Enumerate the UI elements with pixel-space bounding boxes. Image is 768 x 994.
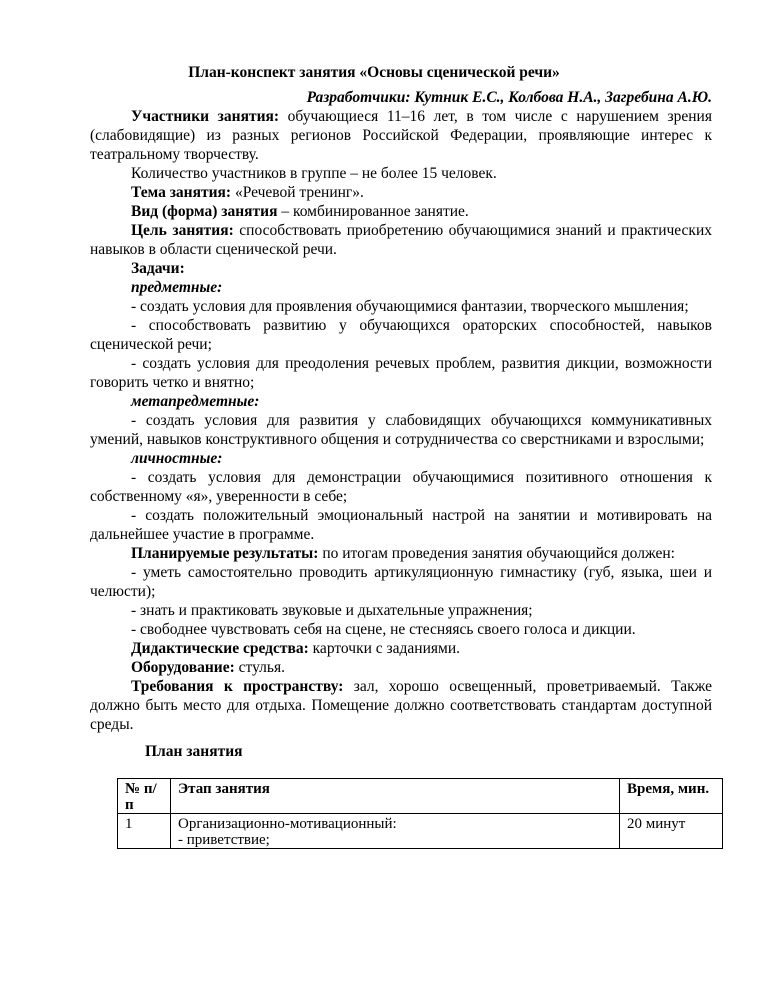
paragraph-space <box>90 677 712 734</box>
text-didactic: карточки с заданиями. <box>308 640 460 657</box>
paragraph-topic <box>90 183 712 202</box>
text-results: по итогам проведения занятия обучающийся должен: <box>318 545 675 562</box>
list-item-subject-2: - способствовать развитию у обучающихся ораторских способностей, навыков сценической речи; <box>90 317 712 353</box>
column-header-number: № п/п <box>118 779 171 814</box>
label-results: Планируемые результаты: <box>131 545 319 562</box>
list-item-personal-2: - создать положительный эмоциональный настрой на занятии и мотивировать на дальнейшее участие в программе. <box>90 507 712 543</box>
text-goal: способствовать приобретению обучающимися знаний и практических навыков в области сценической речи. <box>90 222 713 258</box>
list-item-meta-1: - создать условия для развития у слабовидящих обучающихся коммуникативных умений, навыков конструктивного общения и сотрудничества со сверстниками и взрослыми; <box>90 412 712 448</box>
paragraph-form <box>90 202 712 221</box>
list-item-subject-1: - создать условия для проявления обучающимися фантазии, творческого мышления; <box>131 298 689 315</box>
cell-time: 20 минут <box>620 814 723 849</box>
list-item-results-1: - уметь самостоятельно проводить артикуляционную гимнастику (губ, языка, шеи и челюсти); <box>90 564 712 600</box>
label-goal: Цель занятия: <box>131 222 234 239</box>
list-item-subject-3: - создать условия для преодоления речевых проблем, развития дикции, возможности говорить четко и внятно; <box>90 355 712 391</box>
heading-meta-tasks: метапредметные: <box>131 393 260 410</box>
heading-tasks: Задачи: <box>131 260 185 277</box>
label-form: Вид (форма) занятия <box>131 203 278 220</box>
column-header-time: Время, мин. <box>620 779 723 814</box>
text-participants: обучающиеся 11–16 лет, в том числе с нарушением зрения (слабовидящие) из разных регионов Российской Федерации, проявляющие интерес к театральному творчеству. <box>90 108 712 163</box>
cell-stage <box>171 814 620 849</box>
label-equipment: Оборудование: <box>131 659 235 676</box>
paragraph-results <box>90 544 712 563</box>
paragraph-participants <box>90 107 712 164</box>
heading-personal-tasks: личностные: <box>131 450 223 467</box>
heading-subject-tasks: предметные: <box>131 279 223 296</box>
stage-line: - приветствие; <box>178 832 270 848</box>
list-item-results-2: - знать и практиковать звуковые и дыхательные упражнения; <box>131 602 533 619</box>
column-header-stage: Этап занятия <box>171 779 620 814</box>
text-topic: «Речевой тренинг». <box>231 184 364 201</box>
label-topic: Тема занятия: <box>131 184 232 201</box>
list-item-personal-1: - создать условия для демонстрации обучающимися позитивного отношения к собственному «я», уверенности в себе; <box>90 469 712 505</box>
label-didactic: Дидактические средства: <box>131 640 309 657</box>
cell-row-number: 1 <box>118 814 171 849</box>
list-item-results-3: - свободнее чувствовать себя на сцене, не стесняясь своего голоса и дикции. <box>131 621 636 638</box>
paragraph-group-size: Количество участников в группе – не более 15 человек. <box>131 165 497 182</box>
label-participants: Участники занятия: <box>131 108 280 125</box>
stage-line: Организационно-мотивационный: <box>178 816 397 832</box>
doc-authors-line: Разработчики: Кутник Е.С., Колбова Н.А., Загребина А.Ю. <box>306 89 712 106</box>
doc-title: План-конспект занятия «Основы сценической речи» <box>188 64 560 81</box>
text-space: зал, хорошо освещенный, проветриваемый. Также должно быть место для отдыха. Помещение должно соответствовать стандартам доступной среды. <box>90 678 712 733</box>
paragraph-equipment <box>90 658 712 677</box>
label-space: Требования к пространству: <box>131 678 344 695</box>
paragraph-goal <box>90 221 712 259</box>
plan-table-header-row <box>118 779 723 814</box>
text-equipment: стулья. <box>234 659 285 676</box>
plan-table <box>117 778 723 849</box>
heading-plan: План занятия <box>145 743 243 760</box>
paragraph-didactic <box>90 639 712 658</box>
text-form: – комбинированное занятие. <box>277 203 469 220</box>
table-row <box>118 814 723 849</box>
